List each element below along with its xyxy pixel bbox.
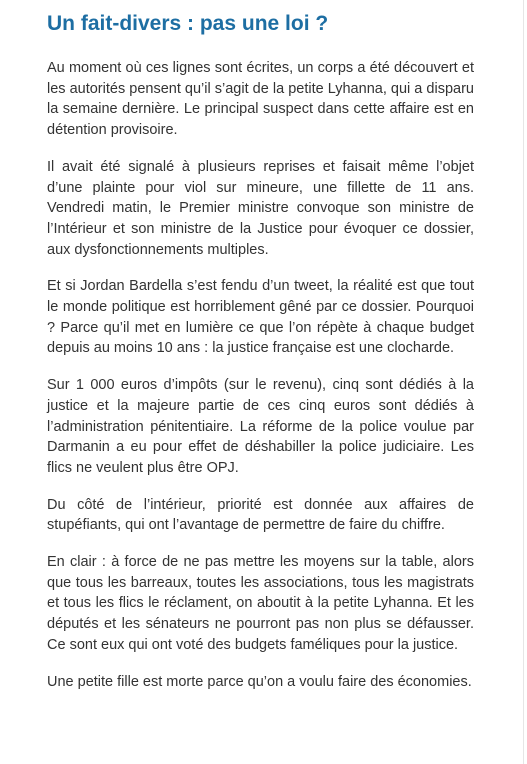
paragraph-2: Il avait été signalé à plusieurs reprises et faisait même l’objet d’une plainte pour viol sur mineure, une fillette de 11 ans. Vendredi matin, le Premier ministre convoque son ministre de l’Intérieur et son ministre de la Justice pour évoquer ce dossier, aux dysfonctionnements multiples.	[47, 158, 474, 258]
paragraph-6: En clair : à force de ne pas mettre les moyens sur la table, alors que tous les barreaux, toutes les associations, tous les magistrats et tous les flics le réclament, on aboutit à la petite Lyhanna. Et les députés et les sénateurs ne pourront pas non plus se défausser. Ce sont eux qui ont voté des budgets faméliques pour la justice.	[47, 554, 474, 653]
article-body	[47, 10, 474, 708]
page-edge-divider	[523, 0, 524, 764]
paragraph-1: Au moment où ces lignes sont écrites, un corps a été découvert et les autorités pensent qu’il s’agit de la petite Lyhanna, qui a disparu la semaine dernière. Le principal suspect dans cette affaire est en détention provisoire.	[47, 60, 474, 139]
paragraph-4: Sur 1 000 euros d’impôts (sur le revenu), cinq sont dédiés à la justice et la majeure partie de ces cinq euros sont dédiés à l’administration pénitentiaire. La réforme de la police voulue par Darmanin a eu pour effet de déshabiller la police judiciaire. Les flics ne veulent plus être OPJ.	[47, 377, 474, 476]
paragraph-3: Et si Jordan Bardella s’est fendu d’un tweet, la réalité est que tout le monde politique est horriblement gêné par ce dossier. Pourquoi ? Parce qu’il met en lumière ce que l’on répète à chaque budget depuis au moins 10 ans : la justice française est une clocharde.	[47, 278, 474, 357]
paragraph-7: Une petite fille est morte parce qu’on a voulu faire des économies.	[47, 673, 472, 690]
article-title: Un fait-divers : pas une loi ?	[47, 12, 329, 35]
paragraph-5: Du côté de l’intérieur, priorité est donnée aux affaires de stupéfiants, qui ont l’avantage de permettre de faire du chiffre.	[47, 496, 474, 534]
